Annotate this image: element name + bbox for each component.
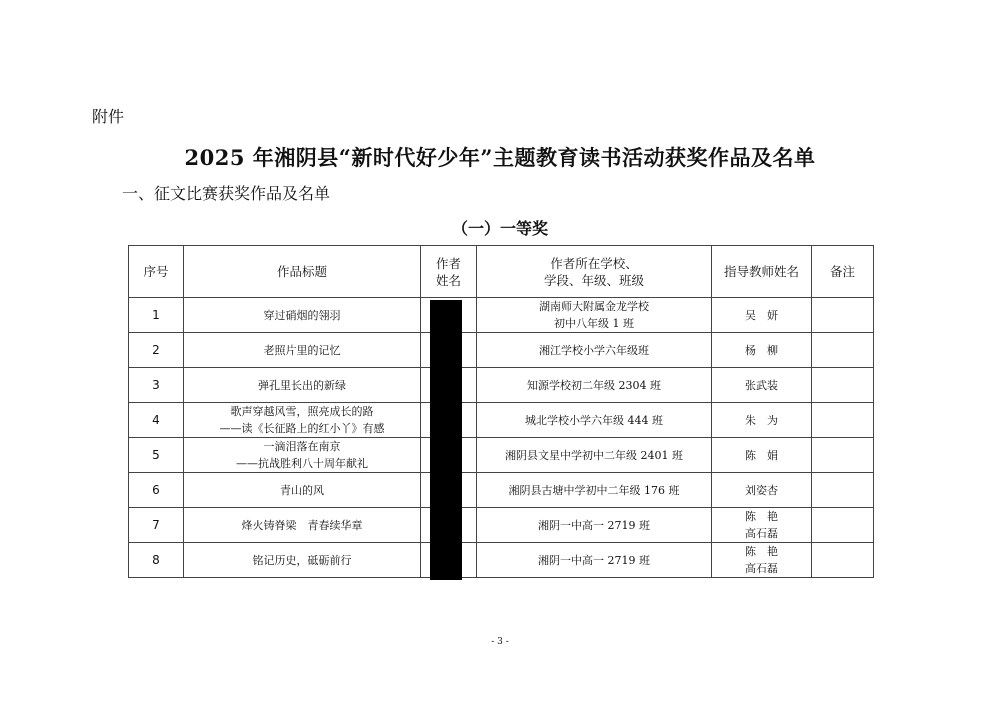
teacher-cell [712, 403, 812, 438]
school-cell [477, 438, 712, 473]
school-line1: 湘阴一中高一 2719 班 [538, 553, 650, 567]
school-cell [477, 298, 712, 333]
school-cell [477, 508, 712, 543]
work-title-line1: 穿过硝烟的翎羽 [263, 308, 341, 322]
school-line1: 湘江学校小学六年级班 [539, 343, 649, 357]
header-school [477, 246, 712, 298]
school-cell [477, 333, 712, 368]
header-teacher: 指导教师姓名 [712, 246, 812, 298]
header-remarks: 备注 [812, 246, 874, 298]
school-line1: 湘阴县古塘中学初中二年级 176 班 [508, 483, 680, 497]
school-line1: 湘阴县文星中学初中二年级 2401 班 [505, 448, 683, 462]
table-row [129, 438, 874, 473]
work-title-cell [184, 333, 421, 368]
table-row [129, 403, 874, 438]
work-title-line2: ——读《长征路上的红小丫》有感 [219, 422, 385, 435]
work-title-line1: 铭记历史，砥砺前行 [252, 553, 352, 567]
page-number: - 3 - [491, 637, 509, 647]
teacher-line2: 高石磊 [745, 527, 778, 540]
teacher-line1: 陈 艳 [745, 510, 778, 523]
teacher-line1: 陈 娟 [745, 448, 778, 462]
teacher-line1: 陈 艳 [745, 545, 778, 558]
work-title-line1: 歌声穿越风雪，照亮成长的路 [230, 405, 374, 418]
work-title-cell [184, 508, 421, 543]
teacher-line2: 高石磊 [745, 562, 778, 575]
school-cell [477, 543, 712, 578]
row-index: 3 [129, 368, 184, 403]
work-title-line1: 弹孔里长出的新绿 [258, 378, 346, 392]
teacher-cell [712, 438, 812, 473]
table-header-row [129, 246, 874, 298]
teacher-cell [712, 543, 812, 578]
work-title-cell [184, 368, 421, 403]
school-line1: 知源学校初二年级 2304 班 [527, 378, 661, 392]
school-cell [477, 473, 712, 508]
teacher-line1: 吴 妍 [745, 308, 778, 322]
remarks-cell [812, 473, 874, 508]
work-title-line1: 烽火铸脊梁 青春续华章 [241, 518, 363, 532]
header-author-line1: 作者 [435, 255, 461, 271]
school-line2: 初中八年级 1 班 [554, 317, 634, 330]
teacher-line1: 朱 为 [745, 413, 778, 427]
row-index: 8 [129, 543, 184, 578]
work-title-line2: ——抗战胜利八十周年献礼 [236, 457, 368, 470]
header-author-line2: 姓名 [435, 272, 461, 288]
work-title-line1: 青山的风 [280, 483, 324, 497]
teacher-line1: 刘姿杏 [745, 483, 778, 497]
work-title-cell [184, 473, 421, 508]
school-line1: 湖南师大附属金龙学校 [539, 300, 649, 313]
remarks-cell [812, 333, 874, 368]
school-cell [477, 368, 712, 403]
remarks-cell [812, 438, 874, 473]
document-title: 2025 年湘阴县“新时代好少年”主题教育读书活动获奖作品及名单 [184, 145, 816, 170]
teacher-cell [712, 473, 812, 508]
teacher-cell [712, 368, 812, 403]
attachment-label: 附件 [92, 107, 125, 126]
header-work-title: 作品标题 [184, 246, 421, 298]
awards-table [128, 245, 874, 578]
row-index: 2 [129, 333, 184, 368]
header-author [421, 246, 477, 298]
remarks-cell [812, 543, 874, 578]
school-line1: 城北学校小学六年级 444 班 [525, 413, 663, 427]
row-index: 1 [129, 298, 184, 333]
table-row [129, 333, 874, 368]
remarks-cell [812, 368, 874, 403]
row-index: 6 [129, 473, 184, 508]
table-row [129, 298, 874, 333]
remarks-cell [812, 298, 874, 333]
school-cell [477, 403, 712, 438]
teacher-cell [712, 298, 812, 333]
row-index: 7 [129, 508, 184, 543]
teacher-line1: 张武装 [745, 378, 778, 392]
table-row [129, 368, 874, 403]
section-heading: 一、征文比赛获奖作品及名单 [122, 184, 331, 203]
work-title-cell [184, 403, 421, 438]
work-title-line1: 一滴泪落在南京 [263, 440, 341, 453]
row-index: 5 [129, 438, 184, 473]
teacher-line1: 杨 柳 [745, 343, 778, 357]
work-title-cell [184, 543, 421, 578]
row-index: 4 [129, 403, 184, 438]
award-level-heading: （一）一等奖 [451, 219, 548, 238]
work-title-cell [184, 298, 421, 333]
header-index: 序号 [129, 246, 184, 298]
redaction-bar [430, 300, 462, 580]
header-school-line1: 作者所在学校、 [550, 255, 638, 271]
work-title-line1: 老照片里的记忆 [263, 343, 341, 357]
header-school-line2: 学段、年级、班级 [543, 272, 644, 288]
work-title-cell [184, 438, 421, 473]
table-row [129, 543, 874, 578]
teacher-cell [712, 333, 812, 368]
teacher-cell [712, 508, 812, 543]
remarks-cell [812, 508, 874, 543]
table-row [129, 508, 874, 543]
school-line1: 湘阴一中高一 2719 班 [538, 518, 650, 532]
table-row [129, 473, 874, 508]
remarks-cell [812, 403, 874, 438]
